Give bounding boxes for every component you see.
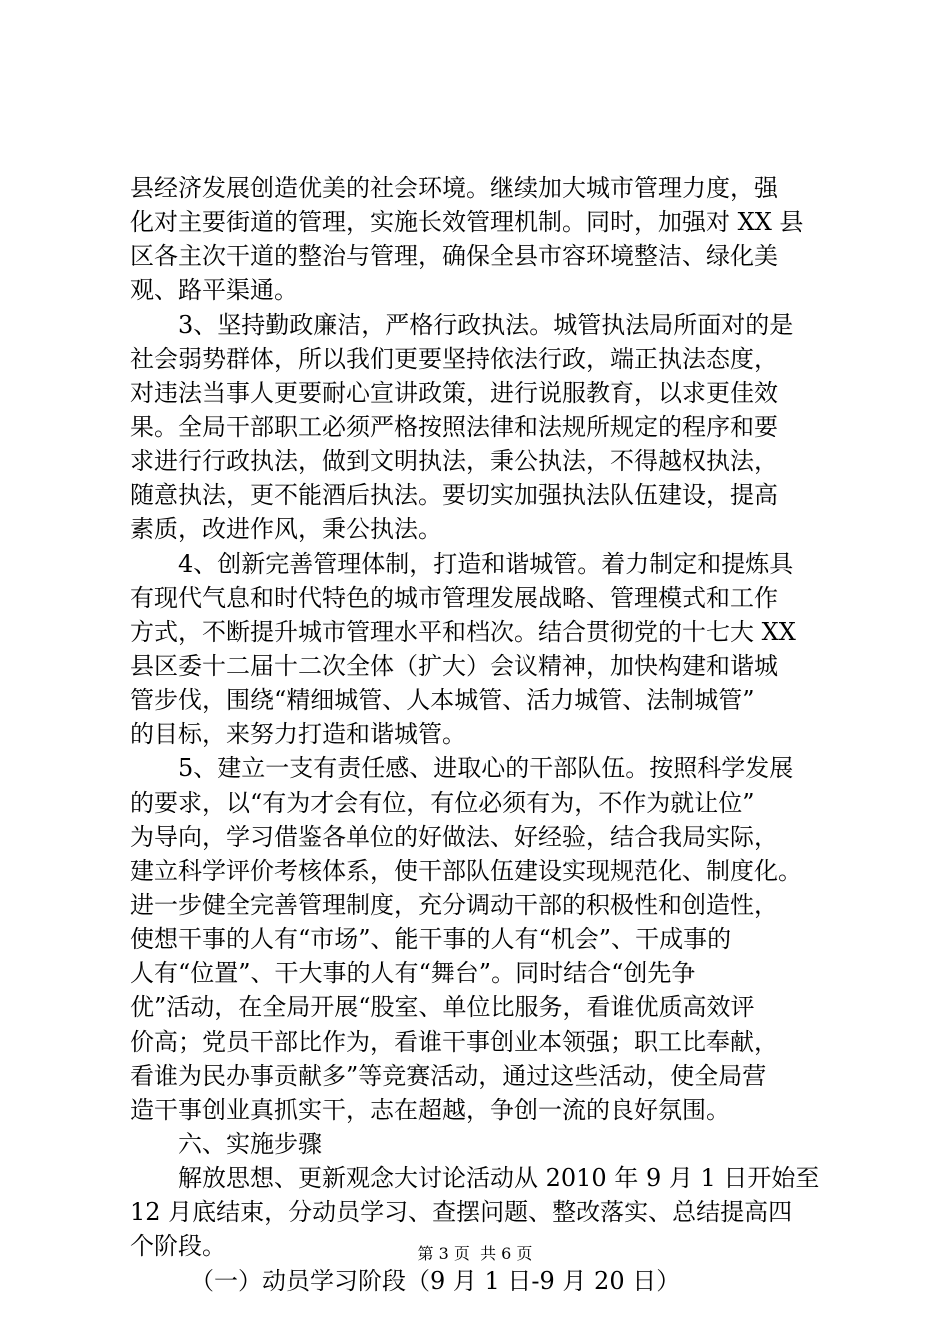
text-line: 县经济发展创造优美的社会环境。继续加大城市管理力度，强: [130, 174, 778, 202]
implementation-first-line: 解放思想、更新观念大讨论活动从 2010 年 9 月 1 日开始至: [178, 1164, 820, 1193]
text-line: 素质，改进作风，秉公执法。: [130, 515, 442, 544]
text-line: 使想干事的人有“市场”、能干事的人有“机会”、干成事的: [130, 925, 732, 954]
text-line: 的目标，来努力打造和谐城管。: [130, 720, 466, 749]
text-line: 随意执法，更不能酒后执法。要切实加强执法队伍建设，提高: [130, 481, 778, 510]
text-line: 求进行行政执法，做到文明执法，秉公执法，不得越权执法，: [130, 447, 778, 476]
text-line: 化对主要街道的管理，实施长效管理机制。同时，加强对 XX 县: [130, 208, 804, 237]
text-line: 有现代气息和时代特色的城市管理发展战略、管理模式和工作: [130, 583, 778, 612]
text-line: 个阶段。: [130, 1232, 226, 1261]
paragraph-4-first-line: 4、创新完善管理体制，打造和谐城管。着力制定和提炼具: [178, 549, 794, 578]
text-line: 看谁为民办事贡献多”等竞赛活动，通过这些活动，使全局营: [130, 1061, 767, 1090]
text-line: 观、路平渠通。: [130, 276, 298, 305]
text-line: 县区委十二届十二次全体（扩大）会议精神，加快构建和谐城: [130, 651, 778, 680]
paragraph-3-first-line: 3、坚持勤政廉洁，严格行政执法。城管执法局所面对的是: [178, 310, 794, 339]
text-line: 对违法当事人更要耐心宣讲政策，进行说服教育，以求更佳效: [130, 378, 778, 407]
text-line: 优”活动，在全局开展“股室、单位比服务，看谁优质高效评: [130, 993, 755, 1022]
stage-heading: （一）动员学习阶段（9 月 1 日-9 月 20 日）: [190, 1266, 681, 1295]
text-line: 果。全局干部职工必须严格按照法律和法规所规定的程序和要: [130, 412, 778, 441]
text-line: 人有“位置”、干大事的人有“舞台”。同时结合“创先争: [130, 959, 696, 988]
text-line: 建立科学评价考核体系，使干部队伍建设实现规范化、制度化。: [130, 856, 802, 885]
text-line: 12 月底结束，分动员学习、查摆问题、整改落实、总结提高四: [130, 1198, 793, 1227]
text-line: 造干事创业真抓实干，志在超越，争创一流的良好氛围。: [130, 1095, 730, 1124]
text-line: 方式，不断提升城市管理水平和档次。结合贯彻党的十七大 XX: [130, 617, 796, 646]
text-line: 社会弱势群体，所以我们更要坚持依法行政，端正执法态度，: [130, 344, 778, 373]
text-line: 区各主次干道的整治与管理，确保全县市容环境整洁、绿化美: [130, 242, 778, 271]
paragraph-5-first-line: 5、建立一支有责任感、进取心的干部队伍。按照科学发展: [178, 754, 794, 783]
text-line: 价高；党员干部比作为，看谁干事创业本领强；职工比奉献，: [130, 1027, 778, 1056]
text-line: 为导向，学习借鉴各单位的好做法、好经验，结合我局实际，: [130, 822, 778, 851]
document-body: [130, 171, 835, 1298]
page-footer: 第 3 页 共 6 页: [417, 1244, 533, 1263]
text-line: 进一步健全完善管理制度，充分调动干部的积极性和创造性，: [130, 890, 778, 919]
text-line: 管步伐，围绕“精细城管、人本城管、活力城管、法制城管”: [130, 686, 755, 715]
section-heading: 六、实施步骤: [178, 1129, 322, 1158]
text-line: 的要求，以“有为才会有位，有位必须有为，不作为就让位”: [130, 788, 755, 817]
